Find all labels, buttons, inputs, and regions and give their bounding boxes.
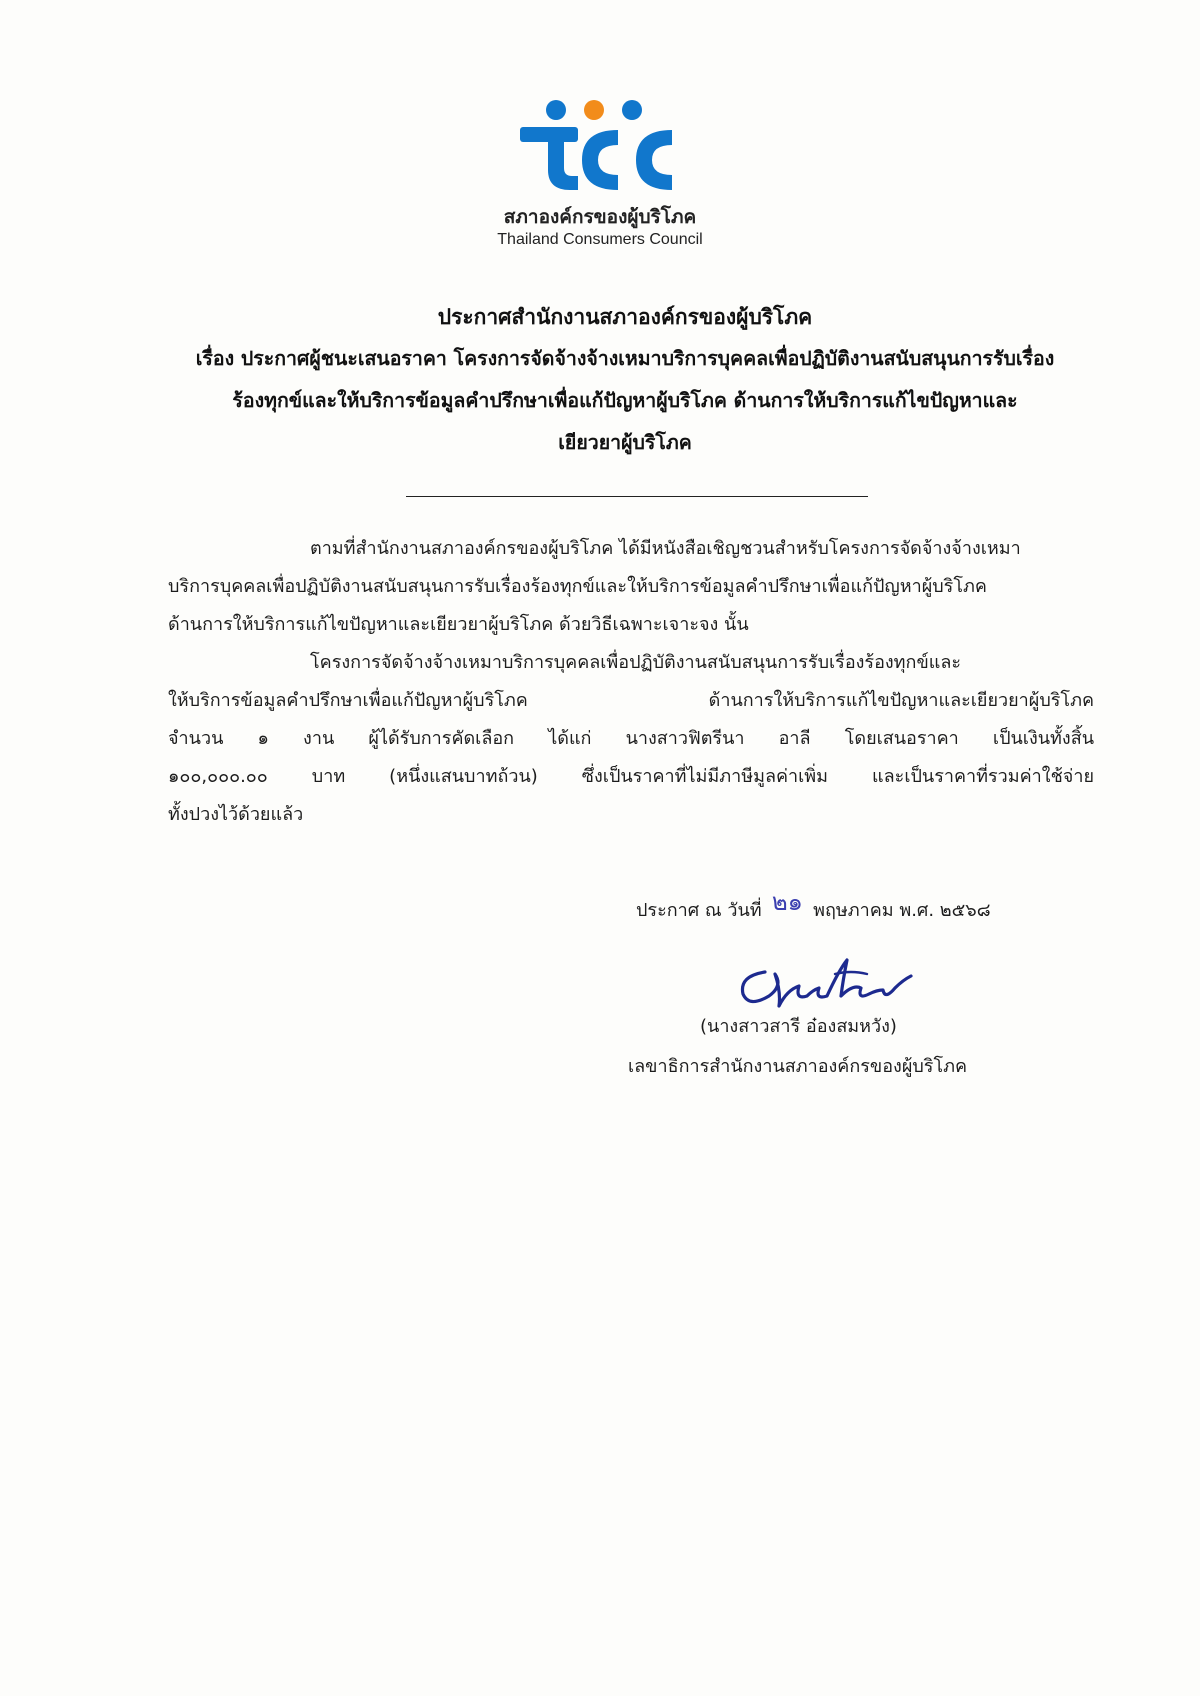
body-line: บริการบุคคลเพื่อปฏิบัติงานสนับสนุนการรับเรื่องร้องทุกข์และให้บริการข้อมูลคำปรึกษาเพื่อแก้ปัญหาผู้บริโภค [168, 576, 987, 597]
title-line: เยียวยาผู้บริโภค [558, 431, 692, 454]
title-line: เรื่อง ประกาศผู้ชนะเสนอราคา โครงการจัดจ้างจ้างเหมาบริการบุคคลเพื่อปฏิบัติงานสนับสนุนการรับเรื่อง [195, 347, 1055, 370]
body-line: ๑๐๐,๐๐๐.๐๐ บาท (หนึ่งแสนบาทถ้วน) ซึ่งเป็นราคาที่ไม่มีภาษีมูลค่าเพิ่ม และเป็นราคาที่รวมค่าใช้จ่าย [168, 766, 1094, 787]
date-month-year: พฤษภาคม พ.ศ. ๒๕๖๘ [813, 900, 991, 921]
paragraph-2 [168, 644, 1094, 834]
paragraph-1 [168, 530, 1094, 644]
logo-org-name-en: Thailand Consumers Council [497, 231, 703, 248]
body-line: ให้บริการข้อมูลคำปรึกษาเพื่อแก้ปัญหาผู้บริโภค ด้านการให้บริการแก้ไขปัญหาและเยียวยาผู้บริโภค [168, 690, 1094, 711]
announcement-body [168, 530, 1094, 834]
tcc-logo [470, 100, 730, 260]
title-line: ร้องทุกข์และให้บริการข้อมูลคำปรึกษาเพื่อแก้ปัญหาผู้บริโภค ด้านการให้บริการแก้ไขปัญหาและ [232, 389, 1018, 412]
body-line: จำนวน ๑ งาน ผู้ได้รับการคัดเลือก ได้แก่ นางสาวฟิตรีนา อาลี โดยเสนอราคา เป็นเงินทั้งสิ้น [168, 728, 1094, 749]
logo-org-name-th: สภาองค์กรของผู้บริโภค [503, 206, 697, 228]
body-line: โครงการจัดจ้างจ้างเหมาบริการบุคคลเพื่อปฏิบัติงานสนับสนุนการรับเรื่องร้องทุกข์และ [310, 652, 962, 673]
title-divider [406, 496, 868, 497]
announcement-date [636, 889, 991, 930]
body-line: ทั้งปวงไว้ด้วยแล้ว [168, 804, 304, 825]
announcement-title [160, 296, 1090, 464]
title-line: ประกาศสำนักงานสภาองค์กรของผู้บริโภค [437, 305, 813, 329]
handwritten-day: ๒๑ [771, 888, 803, 916]
signer-name: (นางสาวสารี อ๋องสมหวัง) [700, 1016, 897, 1037]
body-line: ด้านการให้บริการแก้ไขปัญหาและเยียวยาผู้บริโภค ด้วยวิธีเฉพาะเจาะจง นั้น [168, 614, 749, 635]
tcc-logo-mark [520, 100, 680, 200]
date-prefix: ประกาศ ณ วันที่ [636, 900, 762, 921]
signer-position: เลขาธิการสำนักงานสภาองค์กรของผู้บริโภค [628, 1056, 968, 1077]
body-line: ตามที่สำนักงานสภาองค์กรของผู้บริโภค ได้มีหนังสือเชิญชวนสำหรับโครงการจัดจ้างจ้างเหมา [310, 538, 1021, 559]
